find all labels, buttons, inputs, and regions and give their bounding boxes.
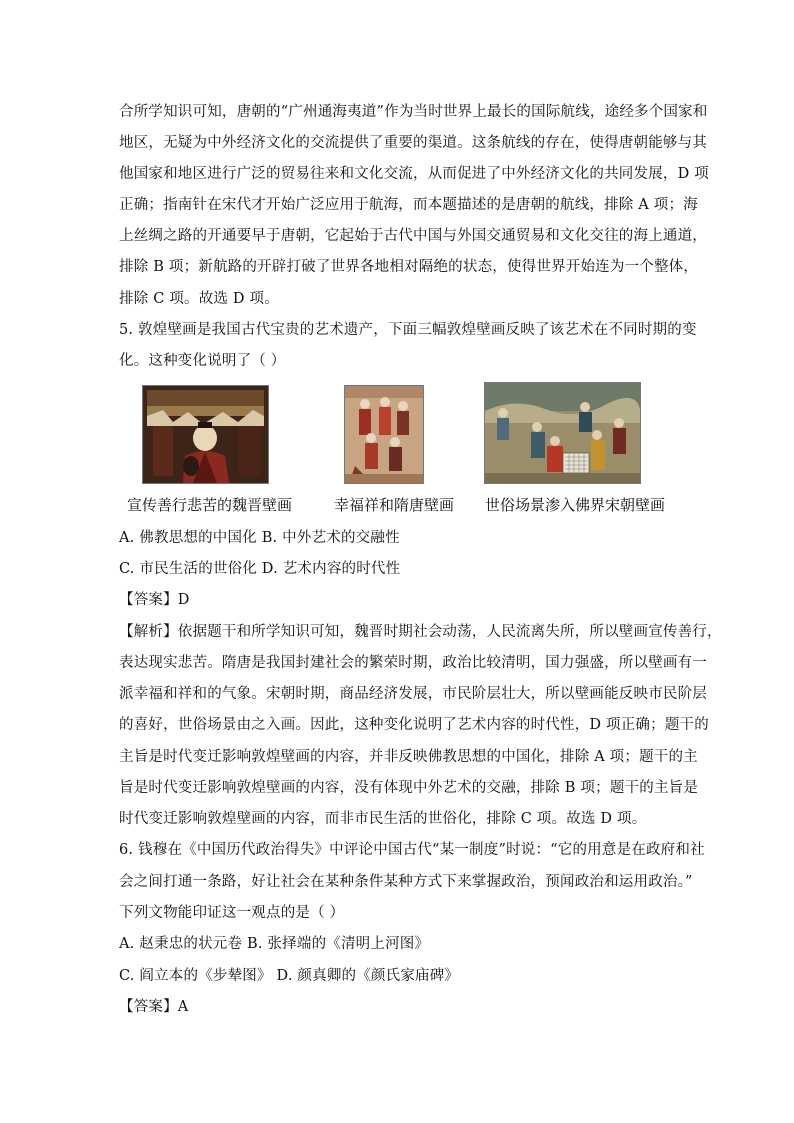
image-caption-song: 世俗场景渗入佛界宋朝壁画 bbox=[485, 496, 666, 514]
image-caption-suitang: 幸福祥和隋唐壁画 bbox=[334, 496, 455, 514]
question-5-options: C. 市民生活的世俗化 D. 艺术内容的时代性 bbox=[119, 561, 401, 577]
question-5-stem: 5. 敦煌壁画是我国古代宝贵的艺术遗产，下面三幅敦煌壁画反映了该艺术在不同时期的变 bbox=[119, 322, 697, 338]
question-5-options: A. 佛教思想的中国化 B. 中外艺术的交融性 bbox=[119, 530, 400, 546]
question-6-answer: 【答案】A bbox=[119, 999, 189, 1015]
question-5-analysis: 旨是时代变迁影响敦煌壁画的内容，没有体现中外艺术的交融，排除 B 项；题干的主旨是 bbox=[119, 780, 699, 796]
mural-weijin-image bbox=[142, 385, 269, 484]
question-5-analysis: 表达现实悲苦。隋唐是我国封建社会的繁荣时期，政治比较清明，国力强盛，所以壁画有一 bbox=[119, 655, 707, 671]
question-6-stem: 下列文物能印证这一观点的是（ ） bbox=[119, 905, 345, 921]
text-line: 地区，无疑为中外经济文化的交流提供了重要的渠道。这条航线的存在，使得唐朝能够与其 bbox=[119, 135, 707, 151]
question-5-answer: 【答案】D bbox=[119, 592, 190, 608]
question-6-stem: 6. 钱穆在《中国历代政治得失》中评论中国古代“某一制度”时说：“它的用意是在政府和社 bbox=[119, 842, 705, 858]
question-5-analysis: 【解析】依据题干和所学知识可知，魏晋时期社会动荡，人民流离失所，所以壁画宣传善行， bbox=[119, 624, 722, 640]
question-6-options: C. 阎立本的《步辇图》 D. 颜真卿的《颜氏家庙碑》 bbox=[119, 968, 460, 984]
question-5-analysis: 派幸福和祥和的气象。宋朝时期，商品经济发展，市民阶层壮大，所以壁画能反映市民阶层 bbox=[119, 686, 707, 702]
text-line: 排除 B 项；新航路的开辟打破了世界各地相对隔绝的状态，使得世界开始连为一个整体， bbox=[119, 259, 699, 275]
text-line: 上丝绸之路的开通要早于唐朝，它起始于古代中国与外国交通贸易和文化交往的海上通道， bbox=[119, 228, 707, 244]
question-5-analysis: 主旨是时代变迁影响敦煌壁画的内容，并非反映佛教思想的中国化，排除 A 项；题干的主 bbox=[119, 749, 698, 765]
question-5-analysis: 时代变迁影响敦煌壁画的内容，而非市民生活的世俗化，排除 C 项。故选 D 项。 bbox=[119, 811, 647, 827]
question-6-stem: 会之间打通一条路，好让社会在某种条件某种方式下来掌握政治，预闻政治和运用政治。” bbox=[119, 874, 693, 890]
image-caption-weijin: 宣传善行悲苦的魏晋壁画 bbox=[127, 496, 293, 514]
question-5-analysis: 的喜好，世俗场景由之入画。因此，这种变化说明了艺术内容的时代性，D 项正确；题干的 bbox=[119, 717, 709, 733]
text-line: 合所学知识可知，唐朝的“广州通海夷道”作为当时世界上最长的国际航线，途经多个国家和 bbox=[119, 104, 708, 120]
text-line: 正确；指南针在宋代才开始广泛应用于航海，而本题描述的是唐朝的航线，排除 A 项；海 bbox=[119, 197, 698, 213]
text-line: 他国家和地区进行广泛的贸易往来和文化交流，从而促进了中外经济文化的共同发展，D 项 bbox=[119, 166, 709, 182]
mural-suitang-image bbox=[344, 385, 424, 484]
mural-song-image bbox=[484, 382, 641, 484]
question-6-options: A. 赵秉忠的状元卷 B. 张择端的《清明上河图》 bbox=[119, 936, 430, 952]
text-line: 排除 C 项。故选 D 项。 bbox=[119, 291, 279, 307]
question-5-stem: 化。这种变化说明了（ ） bbox=[119, 353, 286, 369]
